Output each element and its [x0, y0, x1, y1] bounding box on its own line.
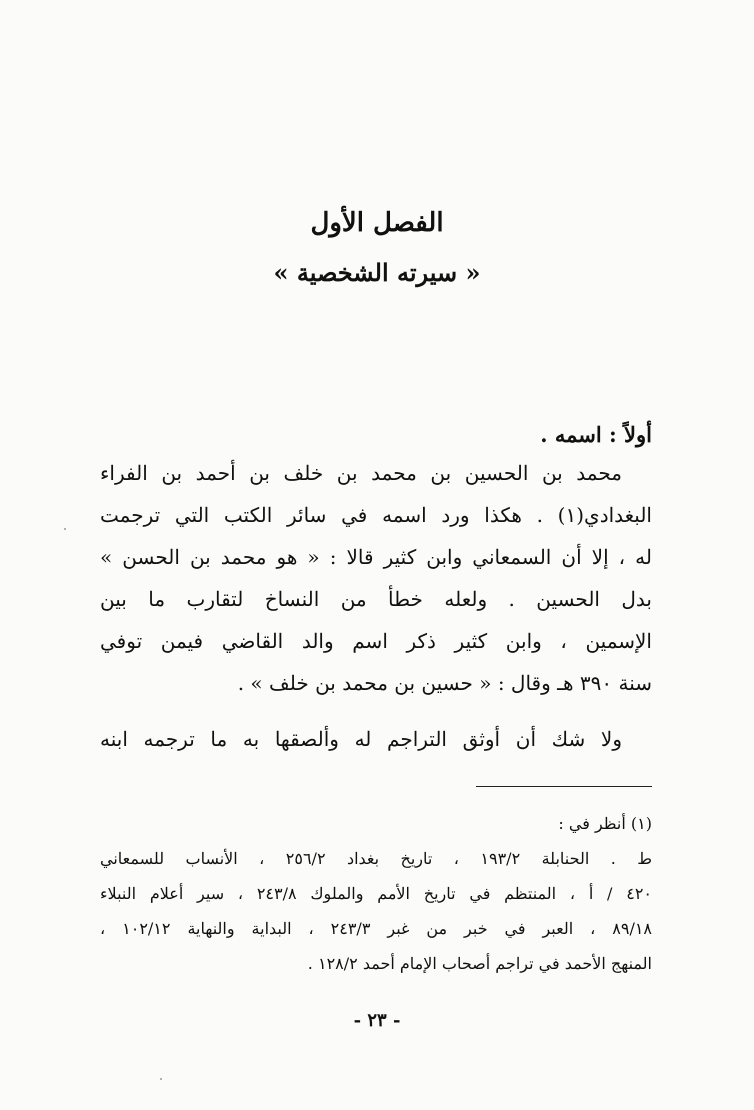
footnote-line: المنهج الأحمد في تراجم أصحاب الإمام أحمد ١٢٨/٢ . — [307, 954, 652, 973]
scan-speck — [64, 528, 66, 530]
paragraph-name — [100, 452, 652, 704]
footnote-line: ط . الحنابلة ١٩٣/٢ ، تاريخ بغداد ٢٥٦/٢ ، الأنساب للسمعاني — [100, 849, 653, 868]
footnote-divider — [476, 786, 652, 787]
paragraph-line: الإسمين ، وابن كثير ذكر اسم والد القاضي فيمن توفي — [100, 629, 652, 653]
footnote-head: (١) أنظر في : — [558, 814, 652, 833]
chapter-subtitle: « سيرته الشخصية » — [273, 258, 481, 287]
chapter-title: الفصل الأول — [310, 208, 444, 238]
page-number: - ٢٣ - — [353, 1010, 401, 1031]
footnote-line: ٤٢٠ / أ ، المنتظم في تاريخ الأمم والملوك ٢٤٣/٨ ، سير أعلام النبلاء — [100, 884, 653, 903]
section-heading: أولاً : اسمه . — [540, 422, 652, 447]
paragraph-sources — [100, 718, 652, 760]
paragraph-line: البغدادي(١) . هكذا ورد اسمه في سائر الكتب التي ترجمت — [100, 503, 652, 527]
paragraph-line: ولا شك أن أوثق التراجم له وألصقها به ما ترجمه ابنه — [100, 727, 622, 751]
paragraph-line: له ، إلا أن السمعاني وابن كثير قالا : « هو محمد بن الحسن » — [100, 545, 652, 569]
footnote-line: ٨٩/١٨ ، العبر في خبر من غبر ٢٤٣/٣ ، البداية والنهاية ١٠٢/١٢ ، — [100, 919, 653, 938]
paragraph-line: سنة ٣٩٠ هـ وقال : « حسين بن محمد بن خلف » . — [237, 671, 652, 695]
scan-speck — [160, 1078, 162, 1080]
footnotes — [100, 806, 652, 981]
paragraph-line: بدل الحسين . ولعله خطأ من النساخ لتقارب ما بين — [100, 587, 652, 611]
paragraph-line: محمد بن الحسين بن محمد بن خلف بن أحمد بن الفراء — [100, 461, 622, 485]
